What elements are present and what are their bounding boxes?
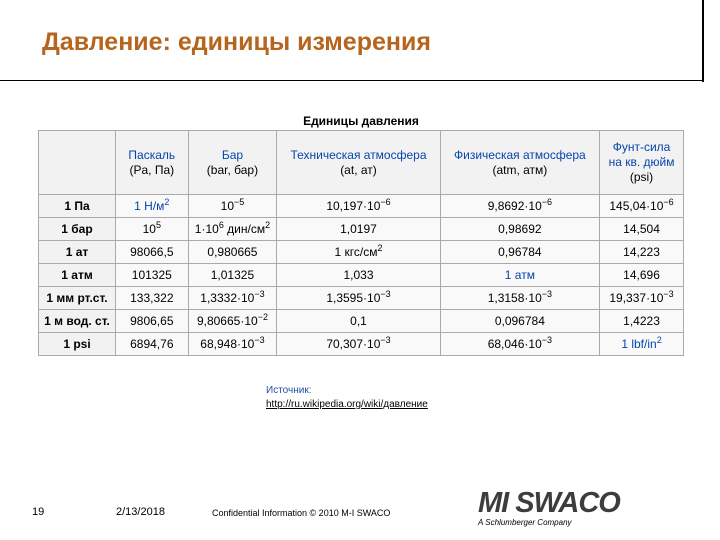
cell-exponent: 5 — [155, 220, 161, 230]
row-header: 1 м вод. ст. — [39, 310, 116, 333]
source-label: Источник: — [266, 385, 312, 396]
cell-value: 68,948·10 — [200, 337, 255, 351]
table-cell — [277, 287, 440, 310]
cell-value: 19,337·10 — [609, 291, 664, 305]
cell-exponent: −3 — [380, 335, 391, 345]
table-cell — [440, 218, 599, 241]
table-header-row — [39, 131, 684, 195]
cell-value: 145,04·10 — [609, 199, 664, 213]
cell-exponent: −3 — [380, 289, 391, 299]
cell-value: 14,696 — [623, 268, 660, 282]
source-link[interactable]: http://ru.wikipedia.org/wiki/давление — [266, 399, 428, 410]
table-cell[interactable] — [600, 333, 684, 356]
page-number: 19 — [32, 506, 45, 518]
row-header: 1 мм рт.ст. — [39, 287, 116, 310]
column-header-link[interactable]: Физическая атмосфера — [454, 147, 586, 162]
cell-value: 1 кгс/см — [334, 245, 378, 259]
column-header-link[interactable]: Фунт-сила — [612, 140, 671, 154]
table-cell — [188, 264, 277, 287]
cell-value: 0,96784 — [498, 245, 542, 259]
cell-exponent: −3 — [541, 289, 553, 299]
table-cell — [600, 310, 684, 333]
table-cell — [440, 333, 599, 356]
cell-value: 98066,5 — [130, 245, 174, 259]
table-cell[interactable] — [440, 264, 599, 287]
table-cell — [188, 310, 277, 333]
table-cell — [188, 241, 277, 264]
cell-value: 14,223 — [623, 245, 660, 259]
table-row — [39, 241, 684, 264]
column-header-abbr: (Pa, Па) — [129, 162, 175, 177]
cell-exponent: −3 — [541, 335, 553, 345]
cell-value: 101325 — [131, 268, 172, 282]
row-header: 1 ат — [39, 241, 116, 264]
column-header-link[interactable]: Техническая атмосфера — [290, 147, 427, 162]
table-cell — [277, 310, 440, 333]
table-cell — [115, 241, 188, 264]
table-cell — [115, 333, 188, 356]
table-cell — [600, 287, 684, 310]
table-cell[interactable] — [115, 195, 188, 218]
cell-unit-exponent: 2 — [265, 220, 271, 230]
cell-value: 1,3158·10 — [487, 291, 542, 305]
cell-value: 1 Н/м — [134, 199, 165, 213]
cell-value: 1 lbf/in — [621, 337, 657, 351]
column-header — [440, 131, 599, 195]
cell-value: 1 атм — [504, 268, 535, 282]
table-cell — [115, 287, 188, 310]
cell-value: 10 — [220, 199, 234, 213]
column-header-link[interactable]: на кв. дюйм — [608, 155, 675, 169]
column-header — [277, 131, 440, 195]
source-note — [266, 384, 428, 412]
cell-value: 1,033 — [343, 268, 374, 282]
cell-exponent: −6 — [380, 197, 391, 207]
table-cell — [600, 264, 684, 287]
table-cell — [277, 264, 440, 287]
cell-exponent: −3 — [254, 289, 265, 299]
cell-value: 1,01325 — [210, 268, 255, 282]
column-header — [115, 131, 188, 195]
row-header: 1 psi — [39, 333, 116, 356]
cell-exponent: −6 — [541, 197, 553, 207]
table-caption: Единицы давления — [303, 114, 419, 128]
cell-exponent: 6 — [218, 220, 224, 230]
column-header — [600, 131, 684, 195]
cell-value: 0,98692 — [498, 222, 542, 236]
table-row — [39, 264, 684, 287]
column-header-abbr: (at, ат) — [340, 162, 377, 177]
column-header-link[interactable]: Паскаль — [128, 147, 176, 162]
cell-value: 10,197·10 — [326, 199, 381, 213]
cell-value: 68,046·10 — [487, 337, 542, 351]
table-cell — [188, 195, 277, 218]
cell-exponent: −3 — [254, 335, 265, 345]
table-cell — [440, 195, 599, 218]
table-cell — [440, 241, 599, 264]
table-row — [39, 218, 684, 241]
table-cell — [440, 310, 599, 333]
cell-exponent: −2 — [257, 312, 268, 322]
cell-unit: дин/см — [223, 222, 266, 236]
column-header-abbr: (bar, бар) — [206, 162, 259, 177]
table-cell — [277, 195, 440, 218]
table-row — [39, 287, 684, 310]
column-header-abbr: (psi) — [629, 170, 654, 184]
cell-exponent: 2 — [164, 197, 170, 207]
table-cell — [188, 287, 277, 310]
table-row — [39, 310, 684, 333]
column-header — [188, 131, 277, 195]
table-cell — [277, 241, 440, 264]
footer-date: 2/13/2018 — [116, 506, 165, 518]
cell-value: 0,1 — [350, 314, 367, 328]
company-logo — [478, 488, 688, 532]
cell-value: 1,0197 — [340, 222, 377, 236]
table-cell — [277, 218, 440, 241]
cell-value: 70,307·10 — [326, 337, 381, 351]
table-row — [39, 333, 684, 356]
cell-value: 1·10 — [194, 222, 219, 236]
cell-value: 1,4223 — [623, 314, 660, 328]
cell-exponent: 2 — [377, 243, 383, 253]
table-cell — [600, 241, 684, 264]
footer-confidential: Confidential Information © 2010 M-I SWACO — [212, 508, 391, 518]
table-cell — [188, 218, 277, 241]
row-header: 1 бар — [39, 218, 116, 241]
table-cell — [115, 310, 188, 333]
table-body — [39, 195, 684, 356]
cell-value: 9806,65 — [130, 314, 174, 328]
logo-wordmark: MI SWACO — [478, 487, 620, 519]
table-cell — [188, 333, 277, 356]
cell-value: 133,322 — [130, 291, 174, 305]
cell-exponent: 2 — [656, 335, 662, 345]
cell-value: 9,80665·10 — [196, 314, 258, 328]
cell-exponent: −6 — [663, 197, 674, 207]
right-edge-divider — [702, 0, 704, 82]
table-row — [39, 195, 684, 218]
table-cell — [115, 264, 188, 287]
title-divider — [0, 80, 702, 81]
logo-tagline: A Schlumberger Company — [478, 518, 572, 527]
corner-cell — [39, 131, 116, 195]
cell-value: 0,980665 — [207, 245, 258, 259]
table-cell — [115, 218, 188, 241]
column-header-abbr: (atm, атм) — [492, 162, 548, 177]
cell-exponent: −5 — [234, 197, 245, 207]
cell-value: 0,096784 — [494, 314, 545, 328]
table-cell — [600, 218, 684, 241]
slide-title: Давление: единицы измерения — [42, 28, 431, 56]
cell-value: 9,8692·10 — [487, 199, 542, 213]
row-header: 1 Па — [39, 195, 116, 218]
table-cell — [600, 195, 684, 218]
cell-value: 14,504 — [623, 222, 660, 236]
cell-value: 10 — [142, 222, 156, 236]
cell-value: 6894,76 — [130, 337, 174, 351]
column-header-link[interactable]: Бар — [221, 147, 244, 162]
cell-exponent: −3 — [663, 289, 674, 299]
pressure-units-table — [38, 130, 684, 356]
cell-value: 1,3332·10 — [200, 291, 255, 305]
table-cell — [440, 287, 599, 310]
table-cell — [277, 333, 440, 356]
cell-value: 1,3595·10 — [326, 291, 381, 305]
row-header: 1 атм — [39, 264, 116, 287]
